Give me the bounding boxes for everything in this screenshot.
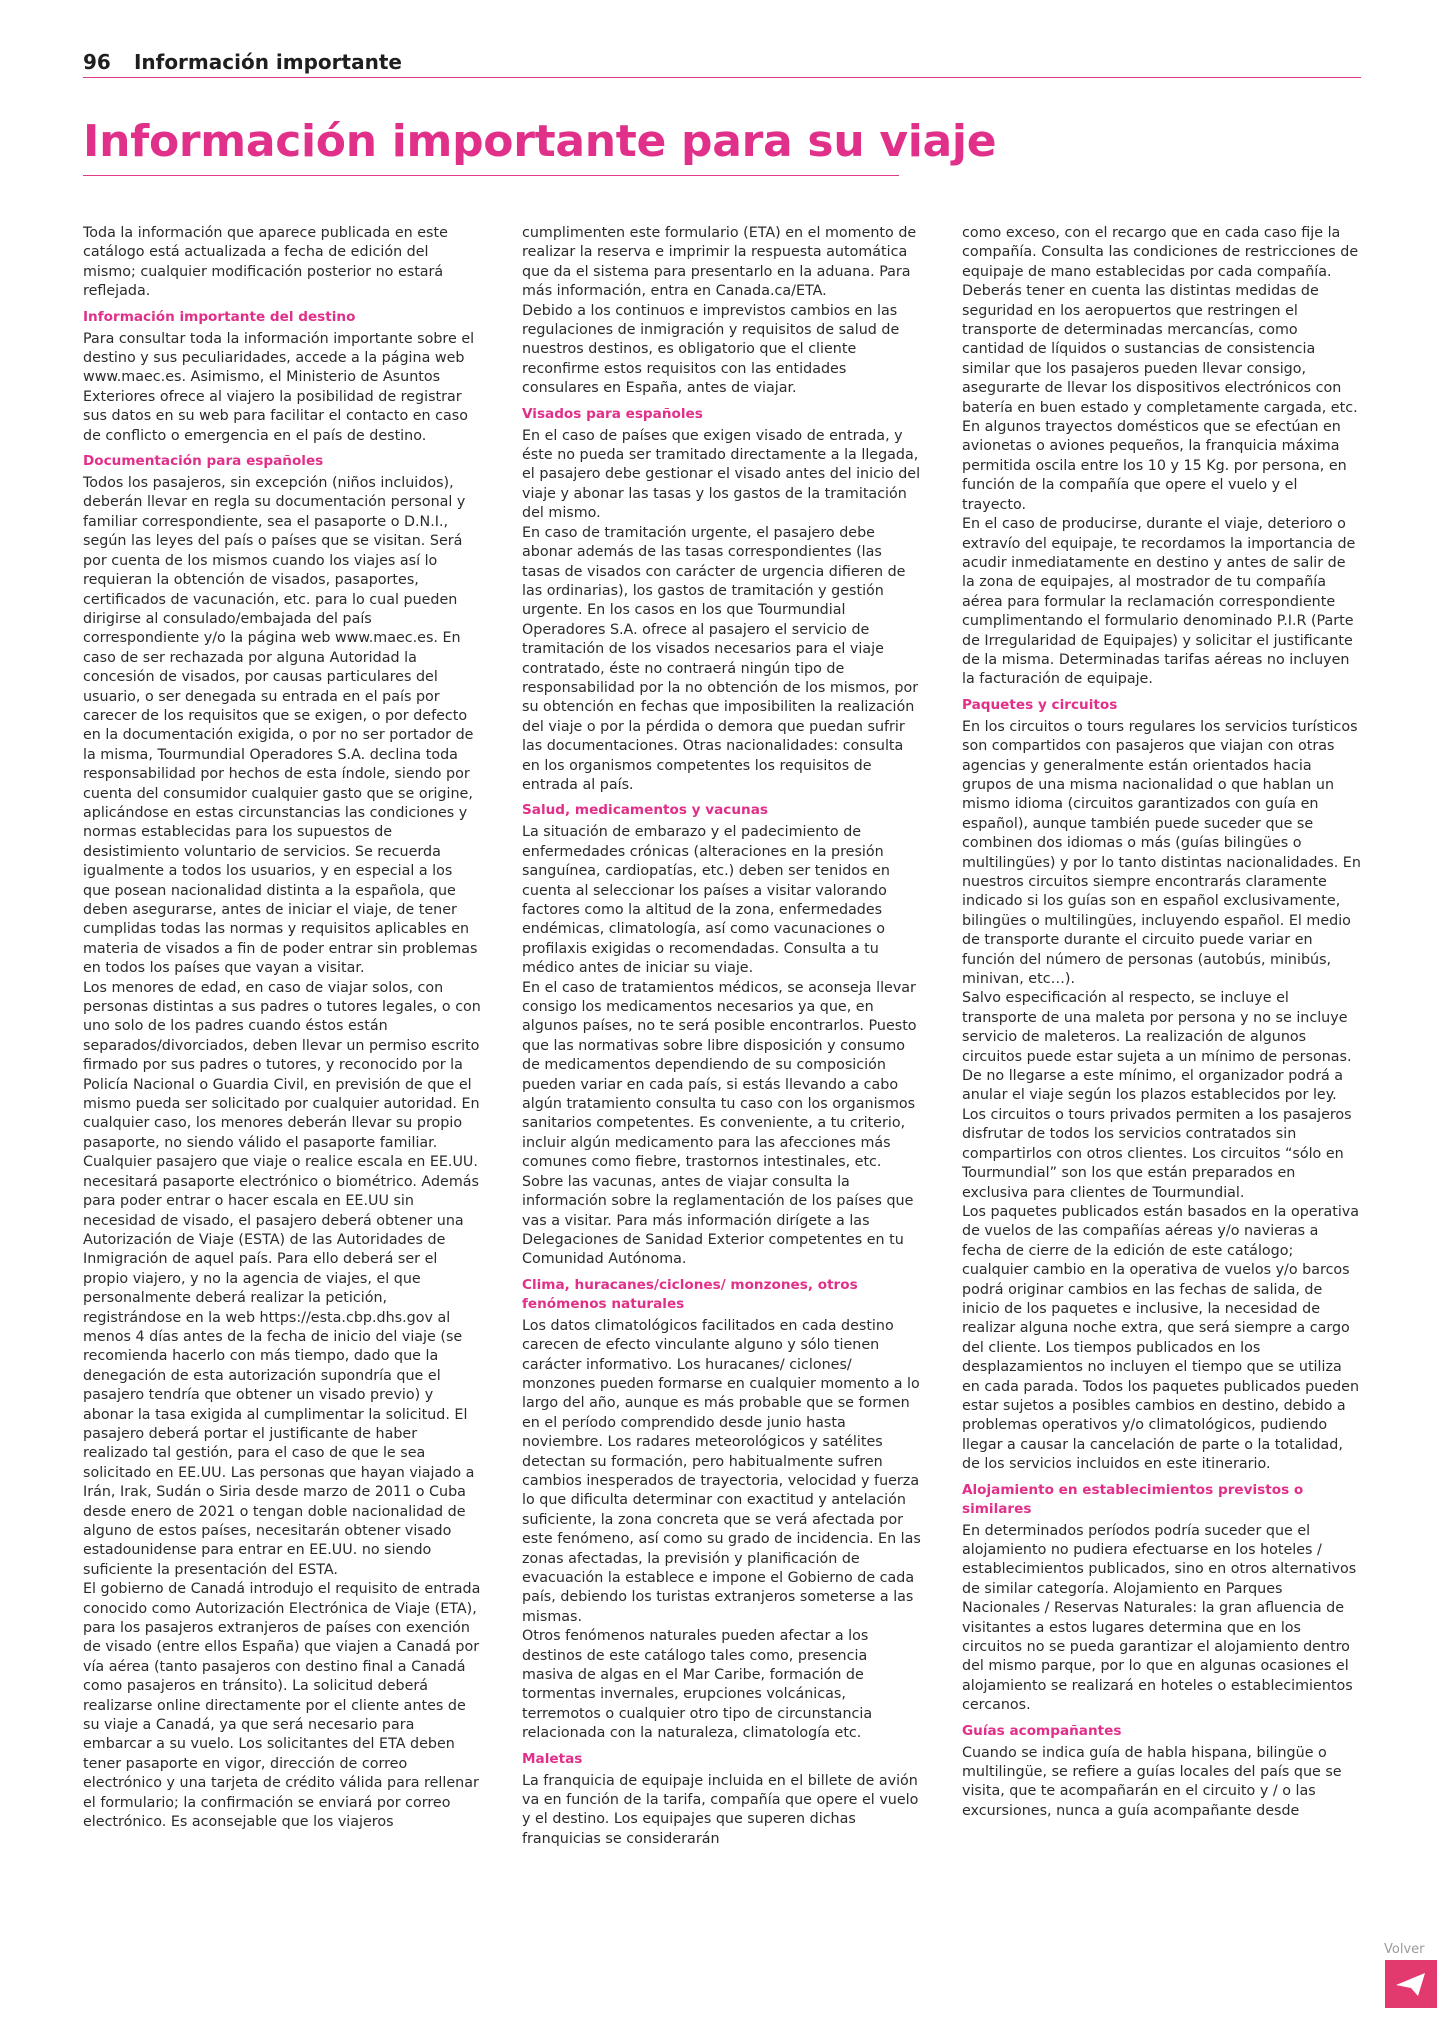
- section-heading: Guías acompañantes: [962, 1722, 1122, 1739]
- paragraph: Los datos climatológicos facilitados en cada destino carecen de efecto vinculante alguno y sólo tienen carácter informativo. Los huracanes/ ciclones/ monzones pueden formarse en cualquier momento a lo largo del año, aunque es más probable que se formen en el período comprendido desde junio hasta noviembre. Los radares meteorológicos y satélites detectan su formación, pero habitualmente sufren cambios inesperados de trayectoria, velocidad y fuerza lo que dificulta determinar con exactitud y antelación suficiente, la zona concreta que se verá afectada por este fenómeno, así como su grado de incidencia. En las zonas afectadas, la previsión y planificación de evacuación la establece e impone el Gobierno de cada país, debiendo los turistas extranjeros someterse a las mismas.: [522, 1317, 921, 1625]
- paragraph: Toda la información que aparece publicada en este catálogo está actualizada a fecha de edición del mismo; cualquier modificación posterior no estará reflejada.: [83, 225, 448, 300]
- paragraph: Otros fenómenos naturales pueden afectar a los destinos de este catálogo tales como, presencia masiva de algas en el Mar Caribe, formación de tormentas invernales, erupciones volcánicas, terremotos o cualquier otro tipo de circunstancia relacionada con la naturaleza, climatología etc.: [522, 1628, 873, 1742]
- paragraph: Cuando se indica guía de habla hispana, bilingüe o multilingüe, se refiere a guías locales del país que se visita, que te acompañarán en el circuito y / o las excursiones, nunca a guía acompañante desde: [962, 1744, 1342, 1819]
- section-heading: Información importante del destino: [83, 308, 356, 325]
- paragraph: En el caso de producirse, durante el viaje, deterioro o extravío del equipaje, te recordamos la importancia de acudir inmediatamente en destino y antes de salir de la zona de equipajes, al mostrador de tu compañía aérea para formular la reclamación correspondiente cumplimentando el formulario denominado P.I.R (Parte de Irregularidad de Equipajes) y solicitar el justificante de la misma. Determinadas tarifas aéreas no incluyen la facturación de equipaje.: [962, 516, 1356, 688]
- arrow-left-icon: [1385, 1960, 1437, 2008]
- paragraph: En algunos trayectos domésticos que se efectúan en avionetas o aviones pequeños, la franquicia máxima permitida oscila entre los 10 y 15 Kg. por persona, en función de la compañía que opere el vuelo y el trayecto.: [962, 419, 1347, 513]
- paragraph: En el caso de tratamientos médicos, se aconseja llevar consigo los medicamentos necesarios ya que, en algunos países, no te será posible encontrarlos. Puesto que las normativas sobre libre disposición y consumo de medicamentos dependiendo de su composición pueden variar en cada país, si estás llevando a cabo algún tratamiento consulta tu caso con los organismos sanitarios competentes. Es conveniente, a tu criterio, incluir algún medicamento para las afecciones más comunes como fiebre, trastornos intestinales, etc.: [522, 979, 917, 1171]
- paragraph: En los circuitos o tours regulares los servicios turísticos son compartidos con pasajeros que viajan con otras agencias y generalmente están orientados hacia grupos de una misma nacionalidad o que hablan un mismo idioma (circuitos garantizados con guía en español), aunque también puede suceder que se combinen dos idiomas o más (guías bilingües o multilingües) y por lo tanto distintas nacionalidades. En nuestros circuitos siempre encontrarás claramente indicado si los guías son en español exclusivamente, bilingües o multilingües, incluyendo español. El medio de transporte durante el circuito puede variar en función del número de personas (autobús, minibús, minivan, etc…).: [962, 718, 1361, 988]
- back-button[interactable]: [1385, 1960, 1437, 2008]
- section-heading: Visados para españoles: [522, 405, 703, 422]
- section-title: Información importante: [133, 50, 402, 74]
- paragraph: En caso de tramitación urgente, el pasajero debe abonar además de las tasas correspondientes (las tasas de visados con carácter de urgencia difieren de las ordinarias), los gastos de tramitación y gestión urgente. En los casos en los que Tourmundial Operadores S.A. ofrece al pasajero el servicio de tramitación de los visados necesarios para el viaje contratado, éste no contraerá ningún tipo de responsabilidad por la no obtención de los mismos, por su obtención en fechas que imposibiliten la realización del viaje o por la pérdida o demora que puedan sufrir las documentaciones. Otras nacionalidades: consulta en los organismos competentes los requisitos de entrada al país.: [522, 524, 919, 793]
- paragraph: Debido a los continuos e imprevistos cambios en las regulaciones de inmigración y requisitos de salud de nuestros destinos, es obligatorio que el cliente reconfirme estos requisitos con las entidades consulares en España, antes de viajar.: [522, 302, 900, 397]
- page-header: [83, 50, 1361, 78]
- paragraph: Sobre las vacunas, antes de viajar consulta la información sobre la reglamentación de los países que vas a visitar. Para más información dirígete a las Delegaciones de Sanidad Exterior competentes en tu Comunidad Autónoma.: [522, 1173, 914, 1268]
- text-column-1: [83, 224, 483, 1833]
- paragraph: cumplimenten este formulario (ETA) en el momento de realizar la reserva e imprimir la respuesta automática que da el sistema para presentarlo en la aduana. Para más información, entra en Canada.ca/ETA.: [522, 225, 917, 300]
- back-label: Volver: [1384, 1942, 1425, 1957]
- page-number: 96: [83, 50, 111, 74]
- paragraph: como exceso, con el recargo que en cada caso fije la compañía. Consulta las condiciones de restricciones de equipaje de mano establecidas por cada compañía. Deberás tener en cuenta las distintas medidas de seguridad en los aeropuertos que restringen el transporte de determinadas mercancías, como cantidad de líquidos o sustancias de consistencia similar que los pasajeros pueden llevar consigo, asegurarte de llevar los dispositivos electrónicos con batería en buen estado y completamente cargada, etc.: [962, 225, 1359, 416]
- paragraph: Los paquetes publicados están basados en la operativa de vuelos de las compañías aéreas y/o navieras a fecha de cierre de la edición de este catálogo; cualquier cambio en la operativa de vuelos y/o barcos podrá originar cambios en las fechas de salida, de inicio de los paquetes e inclusive, la necesidad de realizar alguna noche extra, que será siempre a cargo del cliente. Los tiempos publicados en los desplazamientos no incluyen el tiempo que se utiliza en cada parada. Todos los paquetes publicados pueden estar sujetos a posibles cambios en destino, debido a problemas operativos y/o climatológicos, pudiendo llegar a causar la cancelación de parte o la totalidad, de los servicios incluidos en este itinerario.: [962, 1203, 1360, 1473]
- section-heading: Documentación para españoles: [83, 453, 324, 470]
- paragraph: La franquicia de equipaje incluida en el billete de avión va en función de la tarifa, compañía que opere el vuelo y el destino. Los equipajes que superen dichas franquicias se considerarán: [522, 1772, 919, 1847]
- section-heading: Maletas: [522, 1750, 583, 1767]
- paragraph: Todos los pasajeros, sin excepción (niños incluidos), deberán llevar en regla su documentación personal y familiar correspondiente, sea el pasaporte o D.N.I., según las leyes del país o países que se visitan. Será por cuenta de los mismos cuando los viajes así lo requieran la obtención de visados, pasaportes, certificados de vacunación, etc. para lo cual pueden dirigirse al consulado/embajada del país correspondiente y/o la página web www.maec.es. En caso de ser rechazada por alguna Autoridad la concesión de visados, por causas particulares del usuario, o ser denegada su entrada en el país por carecer de los requisitos que se exigen, o por defecto en la documentación exigida, o por no ser portador de la misma, Tourmundial Operadores S.A. declina toda responsabilidad por hechos de esta índole, siendo por cuenta del consumidor cualquier gasto que se origine, aplicándose en estas circunstancias las condiciones y normas establecidas para los supuestos de desistimiento voluntario de servicios. Se recuerda igualmente a todos los usuarios, y en especial a los que posean nacionalidad distinta a la española, que deben asegurarse, antes de iniciar el viaje, de tener cumplidas todas las normas y requisitos aplicables en materia de visados a fin de poder entrar sin problemas en todos los países que vayan a visitar.: [83, 475, 478, 977]
- page-title: Información importante para su viaje: [83, 116, 997, 167]
- paragraph: Los menores de edad, en caso de viajar solos, con personas distintas a sus padres o tutores legales, o con uno solo de los padres cuando éstos están separados/divorciados, deben llevar un permiso escrito firmado por sus padres o tutores, y reconocido por la Policía Nacional o Guardia Civil, en previsión de que el mismo pueda ser solicitado por cualquier autoridad. En cualquier caso, los menores deberán llevar su propio pasaporte, no siendo válido el pasaporte familiar.: [83, 979, 481, 1151]
- section-heading: Clima, huracanes/ciclones/ monzones, otros fenómenos naturales: [522, 1276, 858, 1312]
- section-heading: Alojamiento en establecimientos previstos o similares: [962, 1481, 1304, 1517]
- text-column-3: [962, 224, 1362, 1821]
- paragraph: En el caso de países que exigen visado de entrada, y éste no pueda ser tramitado directamente a la llegada, el pasajero debe gestionar el visado antes del inicio del viaje y abonar las tasas y los gastos de la tramitación del mismo.: [522, 427, 921, 522]
- paragraph: Cualquier pasajero que viaje o realice escala en EE.UU. necesitará pasaporte electrónico o biométrico. Además para poder entrar o hacer escala en EE.UU sin necesidad de visado, el pasajero deberá obtener una Autorización de Viaje (ESTA) de las Autoridades de Inmigración de aquel país. Para ello deberá ser el propio viajero, y no la agencia de viajes, el que personalmente deberá realizar la petición, registrándose en la web https://esta.cbp.dhs.gov al menos 4 días antes de la fecha de inicio del viaje (se recomienda hacerlo con más tiempo, dado que la denegación de esta autorización supondría que el pasajero tendría que obtener un visado previo) y abonar la tasa exigida al cumplimentar la solicitud. El pasajero deberá portar el justificante de haber realizado tal gestión, para el caso de que le sea solicitado en EE.UU. Las personas que hayan viajado a Irán, Irak, Sudán o Siria desde marzo de 2011 o Cuba desde enero de 2021 o tengan doble nacionalidad de alguno de estos países, necesitarán obtener visado estadounidense para entrar en EE.UU. no siendo suficiente la presentación del ESTA.: [83, 1154, 479, 1578]
- paragraph: Para consultar toda la información importante sobre el destino y sus peculiaridades, accede a la página web www.maec.es. Asimismo, el Ministerio de Asuntos Exteriores ofrece al viajero la posibilidad de registrar sus datos en su web para facilitar el contacto en caso de conflicto o emergencia en el país de destino.: [83, 330, 475, 444]
- section-heading: Paquetes y circuitos: [962, 696, 1118, 713]
- paragraph: Salvo especificación al respecto, se incluye el transporte de una maleta por persona y no se incluye servicio de maleteros. La realización de algunos circuitos puede estar sujeta a un mínimo de personas. De no llegarse a este mínimo, el organizador podrá a anular el viaje según los plazos establecidos por ley.: [962, 990, 1352, 1104]
- title-underline: [83, 175, 899, 176]
- paragraph: En determinados períodos podría suceder que el alojamiento no pudiera efectuarse en los hoteles / establecimientos publicados, sino en otros alternativos de similar categoría. Alojamiento en Parques Nacionales / Reservas Naturales: la gran afluencia de visitantes a estos lugares determina que en los circuitos no se pueda garantizar el alojamiento dentro del mismo parque, por lo que en algunas ocasiones el alojamiento se realizará en hoteles o establecimientos cercanos.: [962, 1522, 1357, 1714]
- section-heading: Salud, medicamentos y vacunas: [522, 802, 768, 819]
- paragraph: La situación de embarazo y el padecimiento de enfermedades crónicas (alteraciones en la presión sanguínea, cardiopatías, etc.) deben ser tenidos en cuenta al seleccionar los países a visitar valorando factores como la altitud de la zona, enfermedades endémicas, climatología, así como vacunaciones o profilaxis exigidas o recomendadas. Consulta a tu médico antes de iniciar su viaje.: [522, 824, 890, 977]
- paragraph: El gobierno de Canadá introdujo el requisito de entrada conocido como Autorización Electrónica de Viaje (ETA), para los pasajeros extranjeros de países con exención de visado (entre ellos España) que viajen a Canadá por vía aérea (tanto pasajeros con destino final a Canadá como pasajeros en tránsito). La solicitud deberá realizarse online directamente por el cliente antes de su viaje a Canadá, ya que será necesario para embarcar a su vuelo. Los solicitantes del ETA deben tener pasaporte en vigor, dirección de correo electrónico y una tarjeta de crédito válida para rellenar el formulario; la confirmación se enviará por correo electrónico. Es aconsejable que los viajeros: [83, 1581, 481, 1831]
- text-column-2: [522, 224, 922, 1849]
- paragraph: Los circuitos o tours privados permiten a los pasajeros disfrutar de todos los servicios contratados sin compartirlos con otros clientes. Los circuitos “sólo en Tourmundial” son los que están preparados en exclusiva para clientes de Tourmundial.: [962, 1106, 1352, 1201]
